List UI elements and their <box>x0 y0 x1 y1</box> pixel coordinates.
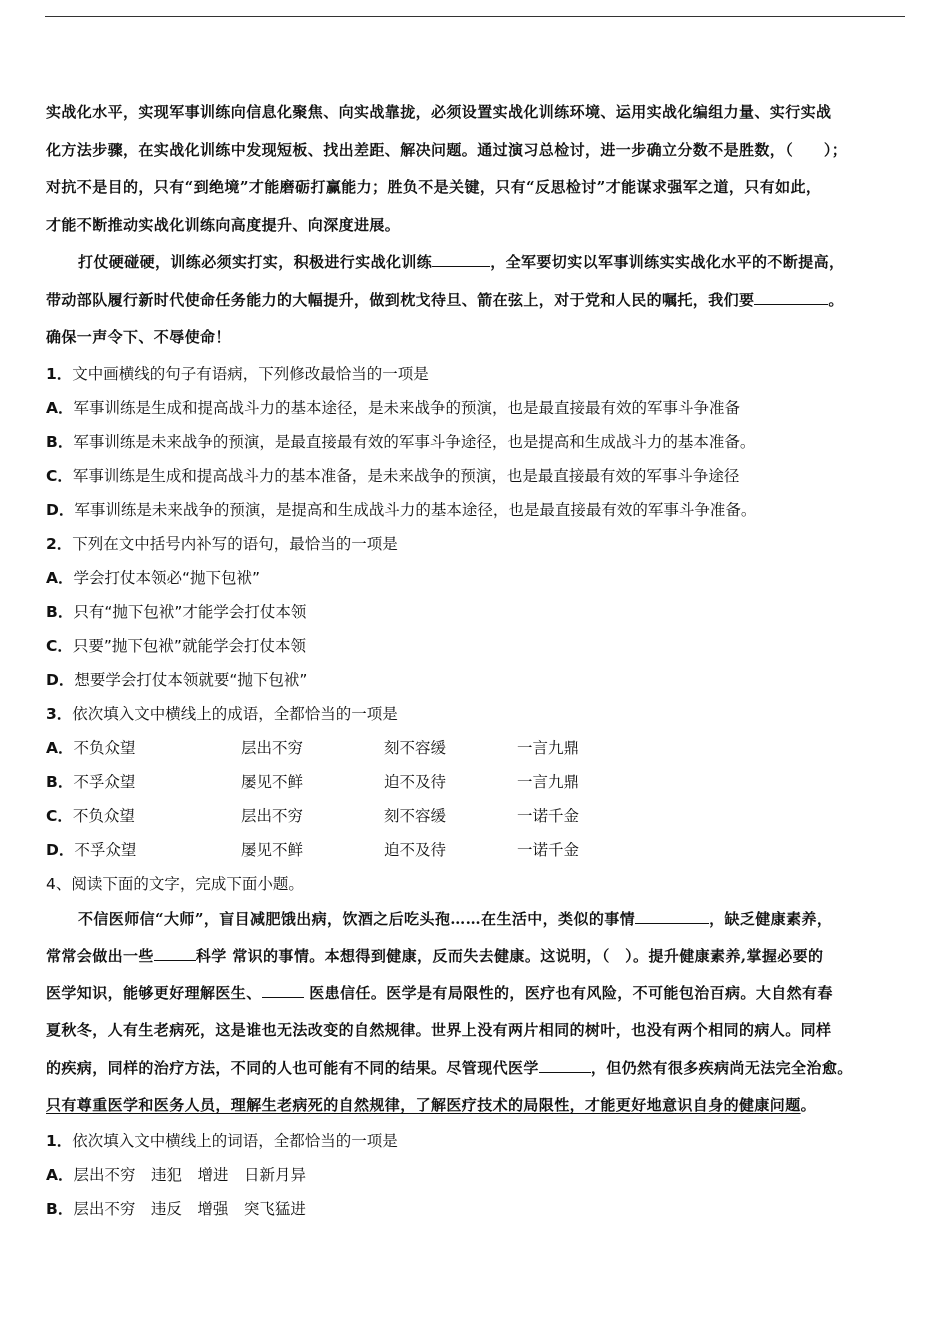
option-text: 只要”抛下包袱”就能学会打仗本领 <box>72 636 306 655</box>
fill-blank <box>754 290 828 305</box>
option-text: 层出不穷 违反 增强 突飞猛进 <box>73 1200 306 1219</box>
option-text: 想要学会打仗本领就要“抛下包袱” <box>74 670 308 689</box>
section-4 <box>46 867 908 1227</box>
fill-blank <box>635 909 709 924</box>
passage-text: 医患信任。医学是有局限性的，医疗也有风险，不可能包治百病。大自然有春 <box>303 984 833 1003</box>
option-d[interactable] <box>46 493 908 527</box>
fill-blank <box>262 983 304 998</box>
passage-2-line <box>46 901 908 938</box>
passage-1-line <box>46 282 908 320</box>
question-number: 1． <box>46 364 73 383</box>
passage-text: 科学 常识的事情。本想得到健康，反而失去健康。这说明，（ ）。提升健康素养,掌握必要的 <box>195 946 824 965</box>
passage-1-line: 实战化水平，实现军事训练向信息化聚焦、向实战靠拢，必须设置实战化训练环境、运用实战化编组力量、实行实战 <box>46 103 832 121</box>
option-text: 只有“抛下包袱”才能学会打仗本领 <box>73 602 307 621</box>
option-text: 层出不穷 违犯 增进 日新月异 <box>73 1166 307 1185</box>
option-b[interactable] <box>46 595 908 629</box>
option-letter: A． <box>46 1166 74 1185</box>
option-col: 屡见不鲜 <box>241 840 304 859</box>
passage-text: 打仗硬碰硬，训练必须实打实，积极进行实战化训练 <box>78 253 433 271</box>
passage-text: 的疾病，同样的治疗方法，不同的人也可能有不同的结果。尽管现代医学 <box>46 1058 539 1077</box>
question-number: 1． <box>46 1132 73 1151</box>
option-letter: C． <box>46 636 73 655</box>
fill-blank <box>154 946 196 961</box>
question-1 <box>46 357 908 527</box>
option-a[interactable] <box>46 1158 908 1192</box>
option-col: 屡见不鲜 <box>241 772 304 791</box>
option-col: 迫不及待 <box>384 772 447 791</box>
option-col: 一言九鼎 <box>517 738 580 757</box>
passage-1-line: 才能不断推动实战化训练向高度提升、向深度进展。 <box>46 215 401 234</box>
option-col: 一诺千金 <box>517 840 580 859</box>
question-text: 下列在文中括号内补写的语句，最恰当的一项是 <box>72 534 398 553</box>
option-letter: B． <box>46 1200 74 1219</box>
passage-1-line: 化方法步骤，在实战化训练中发现短板、找出差距、解决问题。通过演习总检讨，进一步确立分数不是胜数，（ ）； <box>46 140 848 159</box>
option-a[interactable] <box>46 731 908 765</box>
option-col: 层出不穷 <box>241 806 304 825</box>
option-letter: D． <box>46 500 75 519</box>
document-body <box>46 94 908 1226</box>
option-col <box>46 731 241 765</box>
option-col: 一言九鼎 <box>517 772 580 791</box>
passage-1-line: 确保一声令下、不辱使命！ <box>46 328 231 346</box>
option-d[interactable] <box>46 833 908 867</box>
option-c[interactable] <box>46 799 908 833</box>
passage-text: ，但仍然有很多疾病尚无法完全治愈。 <box>590 1058 853 1077</box>
option-col <box>46 765 241 799</box>
option-c[interactable] <box>46 459 908 493</box>
option-b[interactable] <box>46 765 908 799</box>
option-text: 军事训练是生成和提高战斗力的基本途径，是未来战争的预演，也是最直接最有效的军事斗争准备 <box>73 398 741 417</box>
passage-1-line: 对抗不是目的，只有“到绝境”才能磨砺打赢能力；胜负不是关键，只有“反思检讨”才能谋求强军之道，只有如此， <box>46 178 822 196</box>
passage-1 <box>46 94 908 357</box>
option-a[interactable] <box>46 391 908 425</box>
option-letter: C． <box>46 466 73 485</box>
option-col: 层出不穷 <box>241 738 304 757</box>
passage-text: ，缺乏健康素养， <box>709 909 833 928</box>
option-text: 学会打仗本领必“抛下包袱” <box>73 568 261 587</box>
option-col: 刻不容缓 <box>384 806 447 825</box>
passage-text: 。 <box>800 1095 817 1114</box>
header-rule <box>45 16 905 17</box>
option-b[interactable] <box>46 1192 908 1226</box>
section-heading: 4、阅读下面的文字，完成下面小题。 <box>46 874 304 893</box>
option-text: 军事训练是未来战争的预演，是提高和生成战斗力的基本途径，也是最直接最有效的军事斗争准备。 <box>74 500 757 519</box>
passage-text: 医学知识，能够更好理解医生、 <box>46 984 262 1003</box>
option-letter: B． <box>46 772 74 791</box>
option-text: 军事训练是生成和提高战斗力的基本准备，是未来战争的预演，也是最直接最有效的军事斗争途径 <box>72 466 740 485</box>
question-stem <box>46 697 908 731</box>
question-number: 3． <box>46 704 73 723</box>
option-col: 一诺千金 <box>517 806 580 825</box>
passage-text: 不信医师信“大师”，盲目减肥饿出病，饮酒之后吃头孢……在生活中，类似的事情 <box>78 909 636 928</box>
option-text: 不负众望 <box>73 738 136 757</box>
passage-2-line: 夏秋冬，人有生老病死，这是谁也无法改变的自然规律。世界上没有两片相同的树叶，也没有两个相同的病人。同样 <box>46 1021 832 1040</box>
option-col: 迫不及待 <box>384 840 447 859</box>
option-col: 刻不容缓 <box>384 738 447 757</box>
question-stem <box>46 357 908 391</box>
option-text: 不负众望 <box>72 806 135 825</box>
passage-text: 常常会做出一些 <box>46 946 154 965</box>
passage-1-line <box>46 244 908 282</box>
passage-text: 。 <box>828 290 844 309</box>
option-letter: B． <box>46 602 74 621</box>
passage-2-line <box>46 1087 908 1124</box>
option-text: 不孚众望 <box>74 840 137 859</box>
option-col <box>46 799 241 833</box>
fill-blank <box>539 1058 591 1073</box>
passage-text: 带动部队履行新时代使命任务能力的大幅提升，做到枕戈待旦、箭在弦上，对于党和人民的嘱托，我们要 <box>46 290 755 309</box>
passage-text: ，全军要切实以军事训练实实战化水平的不断提高， <box>490 253 845 271</box>
option-letter: D． <box>46 670 75 689</box>
option-letter: A． <box>46 398 74 417</box>
question-text: 依次填入文中横线上的词语，全都恰当的一项是 <box>72 1132 398 1151</box>
option-letter: A． <box>46 738 74 757</box>
option-text: 军事训练是未来战争的预演，是最直接最有效的军事斗争途径，也是提高和生成战斗力的基本准备。 <box>73 432 756 451</box>
underlined-sentence: 只有尊重医学和医务人员，理解生老病死的自然规律，了解医疗技术的局限性，才能更好地意识自身的健康问题 <box>46 1095 801 1114</box>
option-col <box>46 833 241 867</box>
passage-2-line <box>46 975 908 1012</box>
option-letter: A． <box>46 568 74 587</box>
option-letter: D． <box>46 840 75 859</box>
passage-2-line <box>46 938 908 975</box>
fill-blank <box>432 252 490 267</box>
option-letter: C． <box>46 806 73 825</box>
question-stem <box>46 1124 908 1158</box>
question-number: 2． <box>46 534 73 553</box>
option-c[interactable] <box>46 629 908 663</box>
option-b[interactable] <box>46 425 908 459</box>
question-text: 文中画横线的句子有语病，下列修改最恰当的一项是 <box>72 364 429 383</box>
option-a[interactable] <box>46 561 908 595</box>
question-3 <box>46 697 908 867</box>
question-stem <box>46 527 908 561</box>
passage-2-line <box>46 1050 908 1087</box>
option-letter: B． <box>46 432 74 451</box>
question-2 <box>46 527 908 697</box>
option-d[interactable] <box>46 663 908 697</box>
question-text: 依次填入文中横线上的成语，全都恰当的一项是 <box>72 704 398 723</box>
option-text: 不孚众望 <box>73 772 136 791</box>
